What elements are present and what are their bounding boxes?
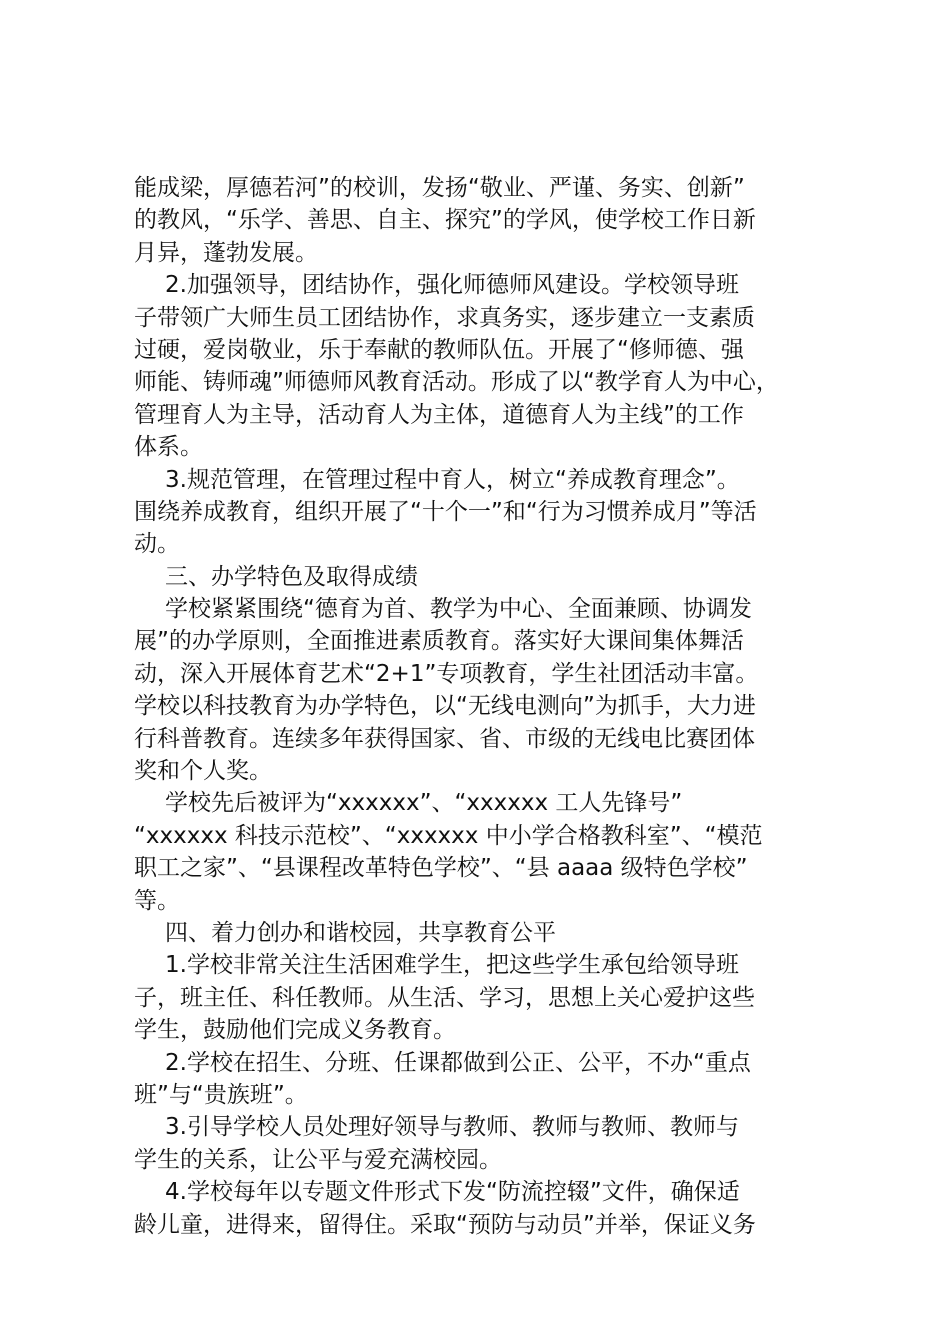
text-line: “xxxxxx 科技示范校”、“xxxxxx 中小学合格教科室”、“模范 bbox=[134, 822, 763, 849]
text-line: 4.学校每年以专题文件形式下发“防流控辍”文件，确保适 bbox=[165, 1179, 740, 1206]
text-line: 龄儿童，进得来，留得住。采取“预防与动员”并举，保证义务 bbox=[134, 1211, 756, 1238]
text-line: 的教风，“乐学、善思、自主、探究”的学风，使学校工作日新 bbox=[134, 207, 756, 234]
text-line: 动，深入开展体育艺术“2+1”专项教育，学生社团活动丰富。 bbox=[134, 660, 759, 687]
text-line: 3.引导学校人员处理好领导与教师、教师与教师、教师与 bbox=[165, 1114, 739, 1141]
text-line: 等。 bbox=[134, 887, 180, 914]
text-line: 2.学校在招生、分班、任课都做到公正、公平，不办“重点 bbox=[165, 1049, 751, 1076]
text-line: 师能、铸师魂”师德师风教育活动。形成了以“教学育人为中心， bbox=[134, 369, 779, 396]
text-line: 动。 bbox=[134, 531, 180, 558]
text-line: 职工之家”、“县课程改革特色学校”、“县 aaaa 级特色学校” bbox=[134, 855, 748, 882]
text-line: 奖和个人奖。 bbox=[134, 758, 272, 785]
text-line: 3.规范管理，在管理过程中育人，树立“养成教育理念”。 bbox=[165, 466, 740, 493]
text-line: 体系。 bbox=[134, 434, 203, 461]
text-line: 管理育人为主导，活动育人为主体，道德育人为主线”的工作 bbox=[134, 401, 744, 428]
text-line: 围绕养成教育，组织开展了“十个一”和“行为习惯养成月”等活 bbox=[134, 498, 757, 525]
text-line: 学校先后被评为“xxxxxx”、“xxxxxx 工人先锋号” bbox=[165, 790, 683, 817]
text-line: 学校紧紧围绕“德育为首、教学为中心、全面兼顾、协调发 bbox=[165, 596, 752, 623]
text-line: 1.学校非常关注生活困难学生，把这些学生承包给领导班 bbox=[165, 952, 739, 979]
text-line: 学生，鼓励他们完成义务教育。 bbox=[134, 1017, 456, 1044]
text-line: 过硬，爱岗敬业，乐于奉献的教师队伍。开展了“修师德、强 bbox=[134, 336, 744, 363]
text-line: 三、办学特色及取得成绩 bbox=[165, 563, 418, 590]
text-line: 学校以科技教育为办学特色，以“无线电测向”为抓手，大力进 bbox=[134, 693, 756, 720]
text-line: 班”与“贵族班”。 bbox=[134, 1081, 308, 1108]
text-line: 2.加强领导，团结协作，强化师德师风建设。学校领导班 bbox=[165, 272, 739, 299]
text-line: 展”的办学原则，全面推进素质教育。落实好大课间集体舞活 bbox=[134, 628, 744, 655]
text-line: 学生的关系，让公平与爱充满校园。 bbox=[134, 1146, 502, 1173]
document-body bbox=[134, 172, 834, 1241]
text-line: 月异，蓬勃发展。 bbox=[134, 239, 318, 266]
text-line: 子，班主任、科任教师。从生活、学习，思想上关心爱护这些 bbox=[134, 984, 755, 1011]
text-line: 能成梁，厚德若河”的校训，发扬“敬业、严谨、务实、创新” bbox=[134, 175, 745, 201]
text-line: 行科普教育。连续多年获得国家、省、市级的无线电比赛团体 bbox=[134, 725, 755, 752]
text-line: 四、着力创办和谐校园，共享教育公平 bbox=[165, 919, 556, 946]
text-line: 子带领广大师生员工团结协作，求真务实，逐步建立一支素质 bbox=[134, 304, 755, 331]
